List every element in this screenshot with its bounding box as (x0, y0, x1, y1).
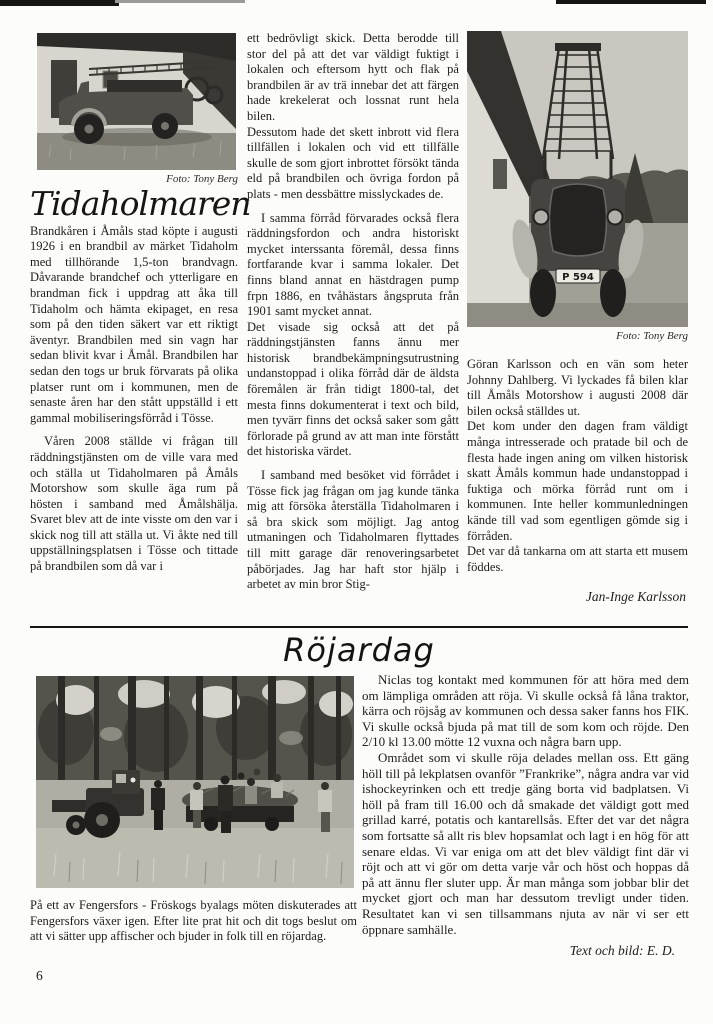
photo-clearing-day (36, 676, 357, 888)
photo-credit-right: Foto: Tony Berg (616, 330, 688, 342)
photo-fire-truck-front-view (467, 31, 688, 327)
article1-column-1 (30, 33, 251, 575)
page-number: 6 (36, 968, 43, 983)
photo-clearing-day-illustration (36, 676, 354, 888)
article1-author-signature: Jan-Inge Karlsson (585, 589, 686, 605)
article1-col1-paragraph: Våren 2008 ställde vi frågan till räddningstjänsten om de ville vara med och ställa ut Tidaholmaren på Åmåls Motorshow som skulle äga rum på hösten i samband med Åmålshälja. Svaret blev att de inte visste om den var i skick nog till att ställa ut. Vi åkte ned till uppställningsplatsen i Tösse och tittade på brandbilen som då var i (30, 434, 238, 574)
article1-col3-paragraph: Det var då tankarna om att starta ett musem föddes. (467, 544, 688, 574)
scan-artifact-top-left (0, 0, 119, 6)
article2-photo-caption: På ett av Fengersfors - Fröskogs byalags möten diskuterades att Fengersfors växer igen. Efter lite prat hit och dit togs beslut om att vi sätter upp affischer och bjuder in folk till en röjardag. (30, 898, 357, 943)
article2-paragraph: Området som vi skulle röja delades mellan oss. Ett gäng höll till på lekplatsen ovanför ”Frankrike”, några andra var vid ishockeyrinken och ett tredje gäng borta vid badplatsen. Vi höll på fram till 16.00 och då smakade det väldigt gott med grillad karré, potatis och kantarellsås. Efter det var det några som fortsatte så allt ris blev hopsamlat och lagt i en hög för att senare eldas. Vi var eniga om att det blev väldigt fint där vi röjt och att vi gör om detta varje vår och höst och hoppas då på att ännu fler sluter upp. Är man många som jobbar blir det mycket gjort och man har dessutom trevligt under tiden. Resultatet kan vi sen tillsammans njuta av när vi ser ett öppnare samhälle. (362, 749, 689, 937)
scan-artifact-top-right (556, 0, 706, 4)
photo-fire-truck-side-view (37, 33, 238, 170)
article1-col2-paragraph: Dessutom hade det skett inbrott vid flera tillfällen i lokalen och vid ett tillfälle skulle de som gjort inbrottet försökt tända eld på brandbilen och övriga fordon på plats - men dessbättre misslyckades de. (247, 124, 459, 201)
license-plate-text: P 594 (562, 272, 594, 283)
article1-title: Tidaholmaren (30, 184, 251, 223)
scan-artifact-top-left-fade (115, 0, 245, 3)
photo-fire-truck-front-illustration (467, 31, 688, 327)
article1-column-2 (247, 31, 459, 593)
article1-col3-paragraph: Göran Karlsson och en vän som heter Johnny Dahlberg. Vi lyckades få bilen klar till Åmåls Motorshow i augusti 2008 där bilen också ställdes ut. (467, 357, 688, 418)
article2-photo-block (30, 676, 357, 945)
article2-text-block (362, 672, 689, 959)
article2-credit: Text och bild: E. D. (569, 943, 675, 959)
article1-col2-paragraph: ett bedrövligt skick. Detta berodde till stor del på att det var väldigt fuktigt i lokalen och eftersom hytt och flak på brandbilen är av trä innebar det att färgen hade krekelerat och lossnat runt hela bilen. (247, 31, 459, 123)
photo-fire-truck-side-illustration (37, 33, 236, 170)
article1-col1-paragraph: Brandkåren i Åmåls stad köpte i augusti 1926 i en brandbil av märket Tidaholm med tillhörande 1,5-ton brandvagn. Dåvarande brandchef och ytterligare en brandman fick i uppdrag att åka till Tidaholm och hämta ekipaget, en resa som på den tiden säkert var ett riktigt äventyr. Brandbilen med sin vagn har sedan blivit kvar i Åmål. Brandbilen har sedan den togs ur bruk förvarats på olika platser runt om i kommunen, men de senaste åren har den stått uppställd i ett gammal mobiliseringsförråd i Tösse. (30, 223, 238, 425)
article2-title: Röjardag (283, 631, 435, 669)
section-divider (30, 626, 688, 628)
article1-col2-paragraph: I samma förråd förvarades också flera räddningsfordon och andra historiskt mycket interssanta föremål, dessa finns fortfarande kvar i samma lokaler. Det finns bland annat en hästdragen pump frpn 1886, en tvåhästars ångspruta från 1901 samt mycket annat. (247, 210, 459, 319)
article1-col2-paragraph: I samband med besöket vid förrådet i Tösse fick jag frågan om jag kunde tänka mig att försöka återställa Tidaholmaren i så bra skick som möjligt. Jag antog utmaningen och Tidaholmaren flyttades till mitt garage där renoveringsarbetet påbörjades. Jag har haft stor hjälp i arbetet av min bror Stig- (247, 468, 459, 592)
article1-column-3 (467, 31, 688, 605)
article1-col2-paragraph: Det visade sig också att det på räddningstjänsten fanns ännu mer historisk brandbekämpningsutrustning undanstoppad i olika förråd där de äldsta föremålen är från tidigt 1800-tal, det mesta finns dokumenterat i text och bild, men tyvärr finns det också saker som gått förlorade på grund av att man inte förstått det historiska värdet. (247, 319, 459, 459)
article1-col3-paragraph: Det kom under den dagen fram väldigt många intresserade och pratade bil och de flesta hade ingen aning om vilken historisk skatt Åmåls kommun hade undanstoppad i fuktiga och mörka förråd runt om i kommunen. Inte heller kommunledningen kände till vad som egentligen gömde sig i förråden. (467, 419, 688, 543)
photo-credit-left: Foto: Tony Berg (166, 173, 238, 185)
article2-paragraph: Niclas tog kontakt med kommunen för att höra med dem om lämpliga områden att röja. Vi skulle också få låna traktor, kärra och röjsåg av kommunen och dessa saker fanns hos FIK. Vi skulle också bjuda på mat till de som kom och röjde. Den 2/10 kl 13.00 mötte 12 vuxna och några barn upp. (362, 672, 689, 750)
